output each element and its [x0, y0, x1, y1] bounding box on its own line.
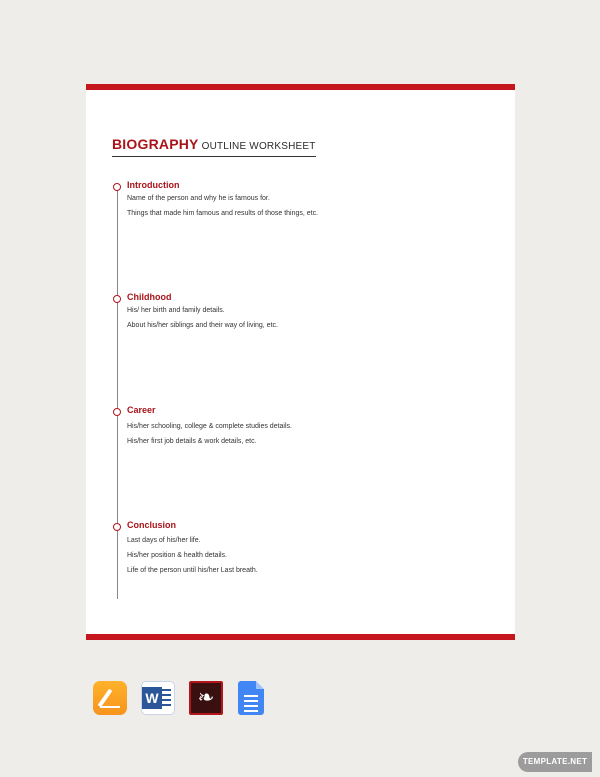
google-docs-icon[interactable]: [238, 681, 264, 715]
document-title: [112, 136, 316, 157]
section-line: Life of the person until his/her Last breath.: [127, 567, 258, 574]
timeline-dot: [113, 295, 121, 303]
timeline-dot: [113, 523, 121, 531]
section-heading: Introduction: [127, 180, 180, 190]
timeline-dot: [113, 183, 121, 191]
word-icon[interactable]: W: [141, 681, 175, 715]
bottom-accent-bar: [86, 634, 515, 640]
section-heading: Childhood: [127, 292, 172, 302]
pdf-icon[interactable]: ❧: [189, 681, 223, 715]
section-line: His/her first job details & work details, etc.: [127, 438, 257, 445]
section-line: His/her position & health details.: [127, 552, 227, 559]
section-heading: Conclusion: [127, 520, 176, 530]
section-line: Name of the person and why he is famous for.: [127, 195, 270, 202]
section-line: His/her schooling, college & complete studies details.: [127, 423, 292, 430]
section-line: Things that made him famous and results of those things, etc.: [127, 210, 319, 217]
title-sub: OUTLINE WORKSHEET: [201, 141, 316, 152]
top-accent-bar: [86, 84, 515, 90]
timeline-dot: [113, 408, 121, 416]
pages-icon[interactable]: [93, 681, 127, 715]
section-line: His/ her birth and family details.: [127, 307, 225, 314]
template-watermark: TEMPLATE.NET: [518, 752, 592, 772]
timeline-line: [117, 190, 118, 599]
section-line: Last days of his/her life.: [127, 537, 201, 544]
section-line: About his/her siblings and their way of living, etc.: [127, 322, 278, 329]
section-heading: Career: [127, 405, 156, 415]
document-page: [86, 84, 515, 640]
title-main: BIOGRAPHY: [112, 136, 199, 152]
